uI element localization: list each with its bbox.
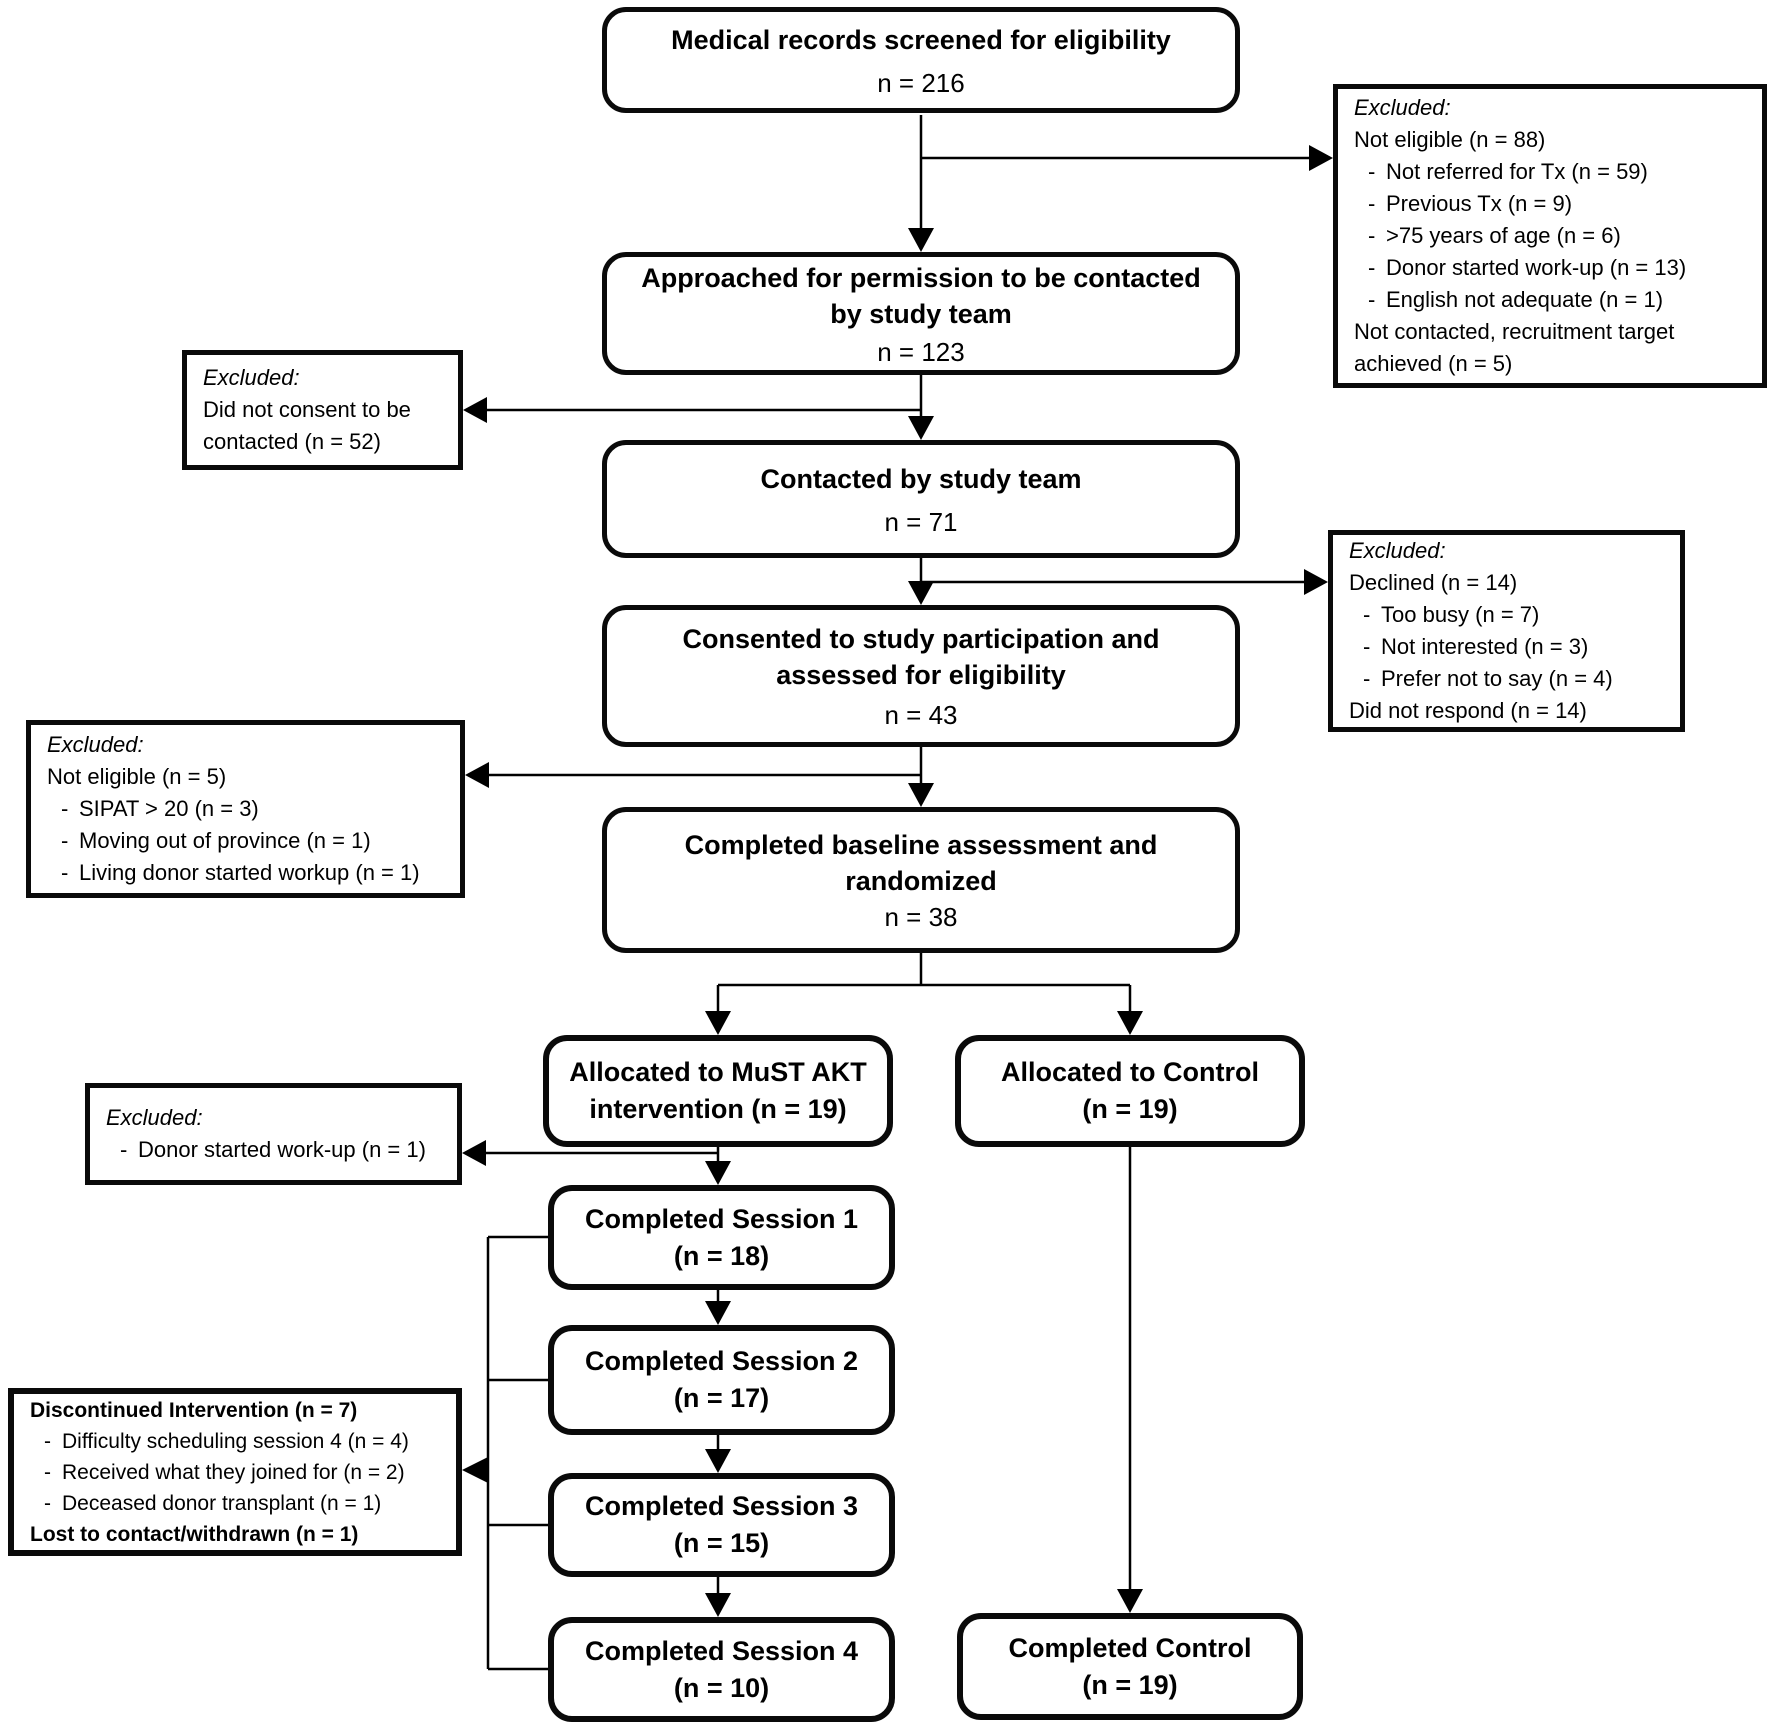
box-session2-line1: Completed Session 2: [584, 1346, 859, 1376]
box-session2: [548, 1325, 895, 1435]
arrow-to-excluded-not-eligible-5: [465, 762, 921, 788]
box-screened: [602, 7, 1240, 113]
excluded-label: Excluded:: [203, 365, 300, 390]
box-completed-control: [957, 1613, 1303, 1720]
box-contacted-title: Contacted by study team: [760, 463, 1082, 494]
list-item: - Received what they joined for (n = 2): [30, 1457, 446, 1488]
box-contacted: [602, 440, 1240, 558]
randomization-split: [705, 953, 1143, 1035]
box-consented-n: n = 43: [884, 700, 958, 730]
box-session3-line1: Completed Session 3: [584, 1491, 859, 1521]
box-approached: [602, 252, 1240, 375]
box-session3: [548, 1473, 895, 1577]
box-session3-line2: (n = 15): [673, 1528, 770, 1558]
discontinued-bracket: [462, 1237, 548, 1669]
box-consented-title: Consented to study participation and assessed for eligibility: [682, 624, 1160, 690]
excluded-intro: Did not consent to be contacted (n = 52): [203, 397, 411, 454]
arrow-to-excluded-did-not-consent: [463, 397, 921, 423]
box-session2-line2: (n = 17): [673, 1383, 770, 1413]
box-allocated-control: [955, 1035, 1305, 1147]
excluded-intro: Not eligible (n = 5): [47, 764, 227, 789]
excluded-outro: Did not respond (n = 14): [1349, 698, 1587, 723]
box-allocated-mustakt: [543, 1035, 893, 1147]
discontinued-footer: Lost to contact/withdrawn (n = 1): [30, 1522, 359, 1546]
list-item: - Donor started work-up (n = 1): [106, 1134, 447, 1166]
arrow-consented-to-baseline: [908, 747, 934, 807]
box-consented: [602, 605, 1240, 747]
arrow-session2-to-session3: [705, 1435, 731, 1473]
box-allocated-mustakt-line2: intervention (n = 19): [589, 1094, 847, 1124]
excluded-donor-workup-box: [85, 1083, 462, 1185]
box-contacted-n: n = 71: [884, 506, 958, 537]
list-item: - Deceased donor transplant (n = 1): [30, 1488, 446, 1519]
list-item: - >75 years of age (n = 6): [1354, 220, 1752, 252]
box-screened-title: Medical records screened for eligibility: [671, 24, 1171, 55]
excluded-intro: Not eligible (n = 88): [1354, 127, 1546, 152]
list-item: - Not interested (n = 3): [1349, 631, 1670, 663]
list-item: - Too busy (n = 7): [1349, 599, 1670, 631]
excluded-intro: Declined (n = 14): [1349, 570, 1518, 595]
arrow-to-excluded-not-eligible-88: [921, 145, 1333, 171]
box-session1: [548, 1185, 895, 1290]
excluded-declined-box: [1328, 530, 1685, 732]
excluded-label: Excluded:: [47, 732, 144, 757]
list-item: - Difficulty scheduling session 4 (n = 4): [30, 1426, 446, 1457]
list-item: - Previous Tx (n = 9): [1354, 188, 1752, 220]
box-session4-line2: (n = 10): [673, 1672, 770, 1703]
list-item: - SIPAT > 20 (n = 3): [47, 793, 450, 825]
discontinued-title: Discontinued Intervention (n = 7): [30, 1398, 358, 1422]
excluded-did-not-consent-box: [182, 350, 463, 470]
box-screened-n: n = 216: [877, 67, 965, 98]
list-item: - English not adequate (n = 1): [1354, 284, 1752, 316]
excluded-label: Excluded:: [106, 1105, 203, 1130]
arrow-control-to-completed-control: [1117, 1147, 1143, 1613]
box-session1-line1: Completed Session 1: [584, 1203, 859, 1234]
arrow-session3-to-session4: [705, 1577, 731, 1617]
discontinued-intervention-box: [8, 1388, 462, 1556]
box-baseline: [602, 807, 1240, 953]
excluded-label: Excluded:: [1349, 538, 1446, 563]
box-session1-line2: (n = 18): [673, 1240, 770, 1271]
box-completed-control-line2: (n = 19): [1082, 1669, 1178, 1700]
list-item: - Living donor started workup (n = 1): [47, 857, 450, 889]
excluded-label: Excluded:: [1354, 95, 1451, 120]
box-session4: [548, 1617, 895, 1722]
arrow-session1-to-session2: [705, 1290, 731, 1325]
box-allocated-mustakt-line1: Allocated to MuST AKT: [569, 1057, 867, 1087]
box-allocated-control-line2: (n = 19): [1082, 1094, 1178, 1124]
box-approached-title: Approached for permission to be contacted by study team: [641, 262, 1201, 329]
excluded-not-eligible-5-box: [26, 720, 465, 898]
excluded-not-eligible-88-box: [1333, 84, 1767, 388]
arrow-to-excluded-declined: [921, 569, 1328, 595]
list-item: - Donor started work-up (n = 13): [1354, 252, 1752, 284]
box-allocated-control-line1: Allocated to Control: [1001, 1057, 1259, 1087]
arrow-screened-to-approached: [908, 115, 934, 252]
list-item: - Not referred for Tx (n = 59): [1354, 156, 1752, 188]
box-completed-control-line1: Completed Control: [1008, 1632, 1252, 1663]
box-session4-line1: Completed Session 4: [584, 1635, 859, 1666]
list-item: - Prefer not to say (n = 4): [1349, 663, 1670, 695]
list-item: - Moving out of province (n = 1): [47, 825, 450, 857]
box-baseline-n: n = 38: [884, 902, 958, 932]
box-approached-n: n = 123: [877, 336, 965, 367]
arrow-approached-to-contacted: [908, 375, 934, 440]
box-baseline-title: Completed baseline assessment and randomized: [684, 830, 1158, 896]
excluded-outro: Not contacted, recruitment target achieved (n = 5): [1354, 319, 1675, 376]
